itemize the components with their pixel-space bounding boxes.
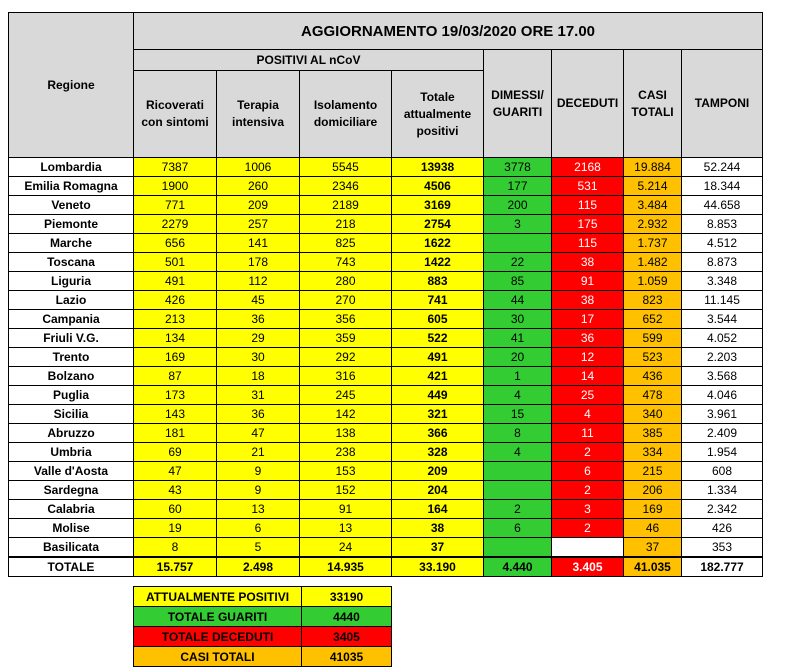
table-row: [9, 443, 763, 462]
dimessi-cell: 1: [484, 367, 552, 386]
totale-positivi-cell: 209: [392, 462, 484, 481]
totals-label: TOTALE: [9, 557, 134, 577]
terapia-cell: 30: [217, 348, 300, 367]
ricoverati-cell: 19: [134, 519, 217, 538]
casi-totali-cell: 652: [624, 310, 682, 329]
summary-label: CASI TOTALI: [134, 647, 302, 667]
totale-positivi-cell: 13938: [392, 158, 484, 177]
dimessi-cell: [484, 538, 552, 558]
totals-tamponi: 182.777: [682, 557, 763, 577]
region-name: Basilicata: [9, 538, 134, 558]
casi-totali-cell: 2.932: [624, 215, 682, 234]
totale-positivi-cell: 522: [392, 329, 484, 348]
totale-positivi-cell: 321: [392, 405, 484, 424]
totale-positivi-cell: 605: [392, 310, 484, 329]
dimessi-cell: 85: [484, 272, 552, 291]
tamponi-cell: 4.046: [682, 386, 763, 405]
isolamento-cell: 280: [300, 272, 392, 291]
region-name: Valle d'Aosta: [9, 462, 134, 481]
isolamento-cell: 142: [300, 405, 392, 424]
dimessi-cell: 8: [484, 424, 552, 443]
summary-row: [134, 607, 392, 627]
summary-value: 33190: [302, 587, 392, 607]
summary-table: [133, 586, 392, 667]
deceduti-cell: 91: [552, 272, 624, 291]
page-title: AGGIORNAMENTO 19/03/2020 ORE 17.00: [134, 13, 763, 50]
totals-ricoverati: 15.757: [134, 557, 217, 577]
tamponi-cell: 4.052: [682, 329, 763, 348]
totale-positivi-cell: 38: [392, 519, 484, 538]
terapia-cell: 178: [217, 253, 300, 272]
isolamento-cell: 825: [300, 234, 392, 253]
ricoverati-cell: 43: [134, 481, 217, 500]
dimessi-cell: 30: [484, 310, 552, 329]
casi-totali-cell: 385: [624, 424, 682, 443]
casi-totali-cell: 215: [624, 462, 682, 481]
totals-positivi: 33.190: [392, 557, 484, 577]
isolamento-cell: 91: [300, 500, 392, 519]
casi-totali-cell: 823: [624, 291, 682, 310]
isolamento-cell: 218: [300, 215, 392, 234]
tamponi-cell: 3.348: [682, 272, 763, 291]
tamponi-cell: 2.409: [682, 424, 763, 443]
ricoverati-cell: 1900: [134, 177, 217, 196]
deceduti-cell: 2: [552, 481, 624, 500]
table-row: [9, 481, 763, 500]
isolamento-cell: 152: [300, 481, 392, 500]
ricoverati-cell: 491: [134, 272, 217, 291]
table-row: [9, 424, 763, 443]
casi-totali-cell: 436: [624, 367, 682, 386]
table-row: [9, 291, 763, 310]
ricoverati-cell: 656: [134, 234, 217, 253]
isolamento-cell: 359: [300, 329, 392, 348]
isolamento-cell: 138: [300, 424, 392, 443]
terapia-cell: 9: [217, 481, 300, 500]
dimessi-cell: [484, 234, 552, 253]
deceduti-cell: 2: [552, 519, 624, 538]
table-row: [9, 329, 763, 348]
region-name: Puglia: [9, 386, 134, 405]
table-row: [9, 196, 763, 215]
terapia-cell: 47: [217, 424, 300, 443]
casi-totali-cell: 1.059: [624, 272, 682, 291]
table-row: [9, 500, 763, 519]
summary-row: [134, 627, 392, 647]
deceduti-cell: 115: [552, 234, 624, 253]
terapia-cell: 21: [217, 443, 300, 462]
tamponi-cell: 3.544: [682, 310, 763, 329]
dimessi-cell: 41: [484, 329, 552, 348]
terapia-cell: 257: [217, 215, 300, 234]
region-name: Lazio: [9, 291, 134, 310]
region-name: Friuli V.G.: [9, 329, 134, 348]
deceduti-cell: 25: [552, 386, 624, 405]
region-name: Sardegna: [9, 481, 134, 500]
isolamento-cell: 356: [300, 310, 392, 329]
header-terapia: Terapia intensiva: [217, 71, 300, 158]
summary-label: TOTALE GUARITI: [134, 607, 302, 627]
region-name: Piemonte: [9, 215, 134, 234]
casi-totali-cell: 523: [624, 348, 682, 367]
ricoverati-cell: 181: [134, 424, 217, 443]
table-row: [9, 272, 763, 291]
summary-label: TOTALE DECEDUTI: [134, 627, 302, 647]
region-name: Molise: [9, 519, 134, 538]
header-casi-totali: CASI TOTALI: [624, 50, 682, 158]
summary-label: ATTUALMENTE POSITIVI: [134, 587, 302, 607]
casi-totali-cell: 5.214: [624, 177, 682, 196]
table-row: [9, 538, 763, 558]
casi-totali-cell: 19.884: [624, 158, 682, 177]
tamponi-cell: 3.568: [682, 367, 763, 386]
region-name: Lombardia: [9, 158, 134, 177]
region-name: Liguria: [9, 272, 134, 291]
totale-positivi-cell: 164: [392, 500, 484, 519]
ricoverati-cell: 87: [134, 367, 217, 386]
totale-positivi-cell: 366: [392, 424, 484, 443]
tamponi-cell: 52.244: [682, 158, 763, 177]
summary-row: [134, 587, 392, 607]
deceduti-cell: 17: [552, 310, 624, 329]
table-row: [9, 462, 763, 481]
dimessi-cell: 4: [484, 386, 552, 405]
isolamento-cell: 316: [300, 367, 392, 386]
casi-totali-cell: 3.484: [624, 196, 682, 215]
ricoverati-cell: 213: [134, 310, 217, 329]
isolamento-cell: 270: [300, 291, 392, 310]
totale-positivi-cell: 1622: [392, 234, 484, 253]
isolamento-cell: 238: [300, 443, 392, 462]
summary-value: 41035: [302, 647, 392, 667]
tamponi-cell: 8.873: [682, 253, 763, 272]
terapia-cell: 31: [217, 386, 300, 405]
header-ricoverati: Ricoverati con sintomi: [134, 71, 217, 158]
isolamento-cell: 292: [300, 348, 392, 367]
terapia-cell: 141: [217, 234, 300, 253]
casi-totali-cell: 599: [624, 329, 682, 348]
header-isolamento: Isolamento domiciliare: [300, 71, 392, 158]
region-name: Abruzzo: [9, 424, 134, 443]
summary-value: 4440: [302, 607, 392, 627]
terapia-cell: 36: [217, 310, 300, 329]
table-row: [9, 367, 763, 386]
dimessi-cell: [484, 462, 552, 481]
summary-row: [134, 647, 392, 667]
table-row: [9, 234, 763, 253]
dimessi-cell: 6: [484, 519, 552, 538]
table-row: [9, 519, 763, 538]
header-positivi: POSITIVI AL nCoV: [134, 50, 484, 71]
tamponi-cell: 18.344: [682, 177, 763, 196]
totale-positivi-cell: 4506: [392, 177, 484, 196]
table-row: [9, 158, 763, 177]
isolamento-cell: 153: [300, 462, 392, 481]
terapia-cell: 13: [217, 500, 300, 519]
casi-totali-cell: 37: [624, 538, 682, 558]
deceduti-cell: 2: [552, 443, 624, 462]
tamponi-cell: 11.145: [682, 291, 763, 310]
deceduti-cell: 38: [552, 253, 624, 272]
dimessi-cell: 200: [484, 196, 552, 215]
totals-deceduti: 3.405: [552, 557, 624, 577]
header-totale-positivi: Totale attualmente positivi: [392, 71, 484, 158]
covid-regional-table: [8, 12, 763, 577]
deceduti-cell: 3: [552, 500, 624, 519]
deceduti-cell: 531: [552, 177, 624, 196]
header-regione: Regione: [9, 13, 134, 158]
casi-totali-cell: 1.482: [624, 253, 682, 272]
deceduti-cell: 14: [552, 367, 624, 386]
isolamento-cell: 2189: [300, 196, 392, 215]
deceduti-cell: 11: [552, 424, 624, 443]
summary-value: 3405: [302, 627, 392, 647]
ricoverati-cell: 2279: [134, 215, 217, 234]
region-name: Umbria: [9, 443, 134, 462]
tamponi-cell: 3.961: [682, 405, 763, 424]
dimessi-cell: 44: [484, 291, 552, 310]
tamponi-cell: 608: [682, 462, 763, 481]
casi-totali-cell: 1.737: [624, 234, 682, 253]
header-deceduti: DECEDUTI: [552, 50, 624, 158]
ricoverati-cell: 173: [134, 386, 217, 405]
totale-positivi-cell: 491: [392, 348, 484, 367]
isolamento-cell: 743: [300, 253, 392, 272]
terapia-cell: 6: [217, 519, 300, 538]
totals-casi: 41.035: [624, 557, 682, 577]
casi-totali-cell: 334: [624, 443, 682, 462]
table-row: [9, 405, 763, 424]
deceduti-cell: 12: [552, 348, 624, 367]
ricoverati-cell: 143: [134, 405, 217, 424]
ricoverati-cell: 47: [134, 462, 217, 481]
table-row: [9, 215, 763, 234]
tamponi-cell: 8.853: [682, 215, 763, 234]
ricoverati-cell: 8: [134, 538, 217, 558]
ricoverati-cell: 771: [134, 196, 217, 215]
dimessi-cell: 4: [484, 443, 552, 462]
terapia-cell: 209: [217, 196, 300, 215]
ricoverati-cell: 426: [134, 291, 217, 310]
table-row: [9, 348, 763, 367]
totals-isolamento: 14.935: [300, 557, 392, 577]
totale-positivi-cell: 449: [392, 386, 484, 405]
deceduti-cell: 175: [552, 215, 624, 234]
tamponi-cell: 1.954: [682, 443, 763, 462]
deceduti-cell: 6: [552, 462, 624, 481]
tamponi-cell: 2.203: [682, 348, 763, 367]
header-tamponi: TAMPONI: [682, 50, 763, 158]
isolamento-cell: 24: [300, 538, 392, 558]
tamponi-cell: 426: [682, 519, 763, 538]
totale-positivi-cell: 883: [392, 272, 484, 291]
totale-positivi-cell: 37: [392, 538, 484, 558]
terapia-cell: 5: [217, 538, 300, 558]
dimessi-cell: 3778: [484, 158, 552, 177]
terapia-cell: 112: [217, 272, 300, 291]
totale-positivi-cell: 741: [392, 291, 484, 310]
terapia-cell: 36: [217, 405, 300, 424]
ricoverati-cell: 134: [134, 329, 217, 348]
terapia-cell: 260: [217, 177, 300, 196]
totale-positivi-cell: 3169: [392, 196, 484, 215]
isolamento-cell: 2346: [300, 177, 392, 196]
tamponi-cell: 1.334: [682, 481, 763, 500]
totale-positivi-cell: 1422: [392, 253, 484, 272]
totale-positivi-cell: 328: [392, 443, 484, 462]
region-name: Sicilia: [9, 405, 134, 424]
terapia-cell: 18: [217, 367, 300, 386]
casi-totali-cell: 169: [624, 500, 682, 519]
terapia-cell: 45: [217, 291, 300, 310]
deceduti-cell: [552, 538, 624, 558]
dimessi-cell: 2: [484, 500, 552, 519]
table-row: [9, 310, 763, 329]
casi-totali-cell: 46: [624, 519, 682, 538]
dimessi-cell: 20: [484, 348, 552, 367]
totals-row: [9, 557, 763, 577]
table-row: [9, 386, 763, 405]
terapia-cell: 9: [217, 462, 300, 481]
dimessi-cell: 22: [484, 253, 552, 272]
totals-terapia: 2.498: [217, 557, 300, 577]
totale-positivi-cell: 204: [392, 481, 484, 500]
ricoverati-cell: 501: [134, 253, 217, 272]
region-name: Bolzano: [9, 367, 134, 386]
ricoverati-cell: 69: [134, 443, 217, 462]
casi-totali-cell: 206: [624, 481, 682, 500]
casi-totali-cell: 478: [624, 386, 682, 405]
dimessi-cell: [484, 481, 552, 500]
deceduti-cell: 38: [552, 291, 624, 310]
isolamento-cell: 13: [300, 519, 392, 538]
table-row: [9, 253, 763, 272]
terapia-cell: 1006: [217, 158, 300, 177]
tamponi-cell: 4.512: [682, 234, 763, 253]
region-name: Toscana: [9, 253, 134, 272]
deceduti-cell: 115: [552, 196, 624, 215]
table-row: [9, 177, 763, 196]
tamponi-cell: 2.342: [682, 500, 763, 519]
tamponi-cell: 353: [682, 538, 763, 558]
header-dimessi: DIMESSI/ GUARITI: [484, 50, 552, 158]
region-name: Campania: [9, 310, 134, 329]
deceduti-cell: 2168: [552, 158, 624, 177]
totals-dimessi: 4.440: [484, 557, 552, 577]
region-name: Marche: [9, 234, 134, 253]
ricoverati-cell: 169: [134, 348, 217, 367]
totale-positivi-cell: 2754: [392, 215, 484, 234]
totale-positivi-cell: 421: [392, 367, 484, 386]
ricoverati-cell: 7387: [134, 158, 217, 177]
dimessi-cell: 177: [484, 177, 552, 196]
isolamento-cell: 245: [300, 386, 392, 405]
region-name: Veneto: [9, 196, 134, 215]
dimessi-cell: 15: [484, 405, 552, 424]
isolamento-cell: 5545: [300, 158, 392, 177]
deceduti-cell: 36: [552, 329, 624, 348]
casi-totali-cell: 340: [624, 405, 682, 424]
tamponi-cell: 44.658: [682, 196, 763, 215]
deceduti-cell: 4: [552, 405, 624, 424]
region-name: Emilia Romagna: [9, 177, 134, 196]
ricoverati-cell: 60: [134, 500, 217, 519]
region-name: Calabria: [9, 500, 134, 519]
terapia-cell: 29: [217, 329, 300, 348]
dimessi-cell: 3: [484, 215, 552, 234]
region-name: Trento: [9, 348, 134, 367]
